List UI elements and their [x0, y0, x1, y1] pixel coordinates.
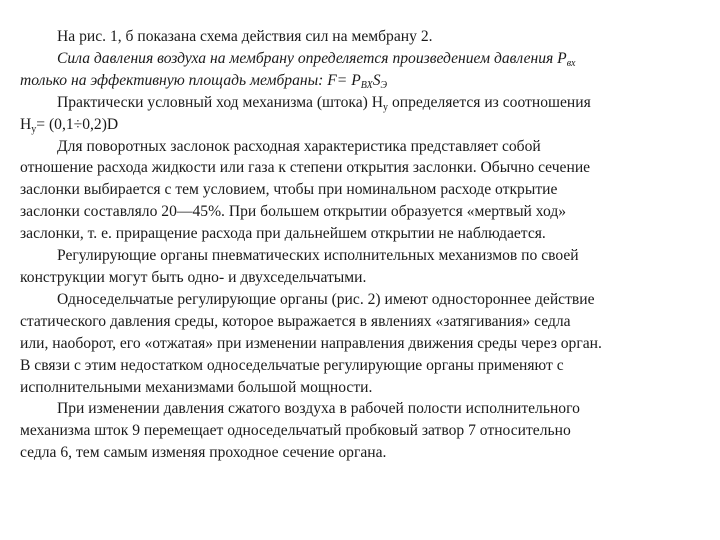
subscript-vx: вх: [566, 57, 576, 69]
paragraph-3-line-2: [20, 114, 710, 136]
paragraph-6-line-1: Односедельчатые регулирующие органы (рис. 2) имеют одностороннее действие: [57, 290, 595, 308]
paragraph-3-line-1-end: определяется из соотношения: [388, 93, 591, 111]
paragraph-4-line-2: отношение расхода жидкости или газа к степени открытия заслонки. Обычно сечение: [20, 159, 591, 177]
paragraph-6-line-4: В связи с этим недостатком односедельчатые регулирующие органы применяют с: [20, 356, 564, 374]
paragraph-3-line-1-text: Практически условный ход механизма (штока) H: [57, 93, 384, 111]
subscript-u-1: у: [383, 101, 389, 113]
paragraph-7-line-2: механизма шток 9 перемещает односедельчатый пробковый затвор 7 относительно: [20, 422, 571, 440]
paragraph-4-line-1: Для поворотных заслонок расходная характеристика представляет собой: [57, 137, 541, 155]
paragraph-7-line-1: При изменении давления сжатого воздуха в рабочей полости исполнительного: [57, 400, 580, 418]
paragraph-7-line-3: седла 6, тем самым изменяя проходное сечение органа.: [20, 444, 387, 462]
paragraph-6-line-2: статического давления среды, которое выражается в явлениях «затягивания» седла: [20, 312, 571, 330]
paragraph-3-line-2-end: = (0,1÷0,2)D: [36, 115, 119, 133]
paragraph-6-line-5: исполнительными механизмами большой мощности.: [20, 378, 373, 396]
paragraph-2-symbol-s: S: [372, 71, 381, 89]
paragraph-3-line-2-text: H: [20, 115, 32, 133]
paragraph-2-line-1-text: Сила давления воздуха на мембрану определяется произведением давления P: [57, 49, 567, 67]
subscript-E: Э: [380, 79, 388, 91]
paragraph-4-line-5: заслонки, т. е. приращение расхода при дальнейшем открытии не наблюдается.: [20, 225, 546, 243]
paragraph-2-line-2-text: только на эффективную площадь мембраны: F= P: [20, 71, 361, 89]
paragraph-1-line-1: На рис. 1, б показана схема действия сил на мембрану 2.: [57, 28, 433, 45]
subscript-VX: ВХ: [360, 79, 373, 91]
paragraph-5-line-1: Регулирующие органы пневматических исполнительных механизмов по своей: [57, 247, 579, 265]
document-page: [20, 26, 710, 464]
paragraph-2-line-2: [20, 70, 710, 92]
paragraph-2-line-1: [20, 48, 710, 70]
paragraph-6-line-3: или, наоборот, его «отжатая» при изменении направления движения среды через орган.: [20, 334, 602, 352]
paragraph-4-line-4: заслонки составляло 20—45%. При большем открытии образуется «мертвый ход»: [20, 203, 567, 221]
paragraph-5-line-2: конструкции могут быть одно- и двухседельчатыми.: [20, 268, 367, 286]
paragraph-3-line-1: [20, 92, 710, 114]
paragraph-4-line-3: заслонки выбирается с тем условием, чтобы при номинальном расходе открытие: [20, 181, 558, 199]
subscript-u-2: у: [31, 123, 37, 135]
